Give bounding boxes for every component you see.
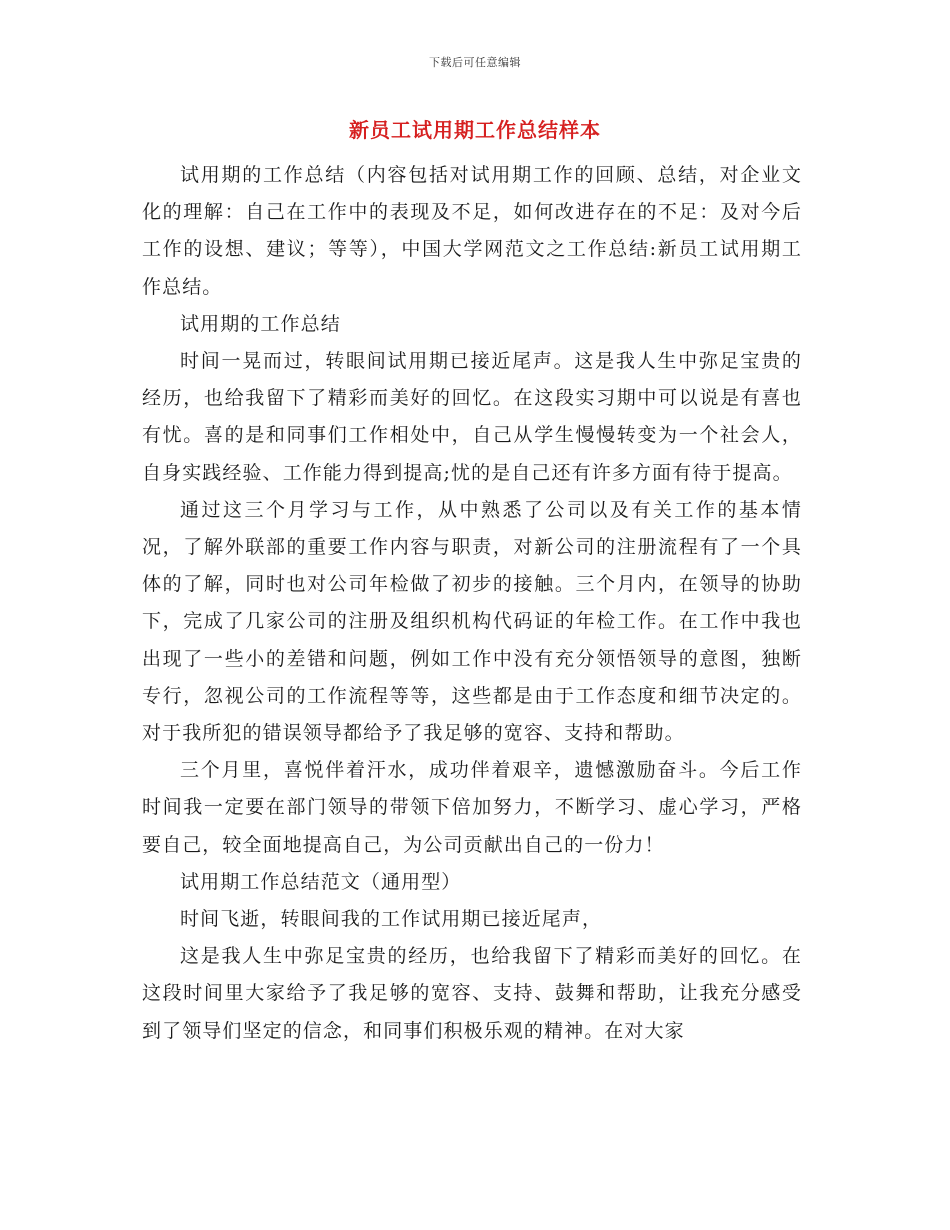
document-title: 新员工试用期工作总结样本 bbox=[349, 118, 601, 142]
paragraph: 这是我人生中弥足宝贵的经历，也给我留下了精彩而美好的回忆。在这段时间里大家给予了我足够的宽容、支持、鼓舞和帮助，让我充分感受到了领导们坚定的信念，和同事们积极乐观的精神。在对大家 bbox=[142, 945, 802, 1042]
paragraph-intro: 试用期的工作总结（内容包括对试用期工作的回顾、总结，对企业文化的理解：自己在工作中的表现及不足，如何改进存在的不足：及对今后工作的设想、建议；等等），中国大学网范文之工作总结:新员工试用期工作总结。 bbox=[142, 164, 802, 298]
paragraph: 通过这三个月学习与工作，从中熟悉了公司以及有关工作的基本情况，了解外联部的重要工作内容与职责，对新公司的注册流程有了一个具体的了解，同时也对公司年检做了初步的接触。三个月内，在领导的协助下，完成了几家公司的注册及组织机构代码证的年检工作。在工作中我也出现了一些小的差错和问题，例如工作中没有充分领悟领导的意图，独断专行，忽视公司的工作流程等等，这些都是由于工作态度和细节决定的。对于我所犯的错误领导都给予了我足够的宽容、支持和帮助。 bbox=[142, 498, 802, 745]
paragraph: 三个月里，喜悦伴着汗水，成功伴着艰辛，遗憾激励奋斗。今后工作时间我一定要在部门领导的带领下倍加努力，不断学习、虚心学习，严格要自己，较全面地提高自己，为公司贡献出自己的一份力！ bbox=[142, 759, 802, 856]
section-heading: 试用期的工作总结 bbox=[180, 312, 341, 335]
paragraph: 时间一晃而过，转眼间试用期已接近尾声。这是我人生中弥足宝贵的经历，也给我留下了精彩而美好的回忆。在这段实习期中可以说是有喜也有忧。喜的是和同事们工作相处中，自己从学生慢慢转变为一个社会人，自身实践经验、工作能力得到提高;忧的是自己还有许多方面有待于提高。 bbox=[142, 350, 802, 484]
paragraph: 时间飞逝，转眼间我的工作试用期已接近尾声， bbox=[180, 908, 603, 931]
section-heading: 试用期工作总结范文（通用型） bbox=[180, 870, 462, 893]
document-body bbox=[142, 157, 802, 1050]
header-note: 下载后可任意编辑 bbox=[429, 56, 521, 69]
